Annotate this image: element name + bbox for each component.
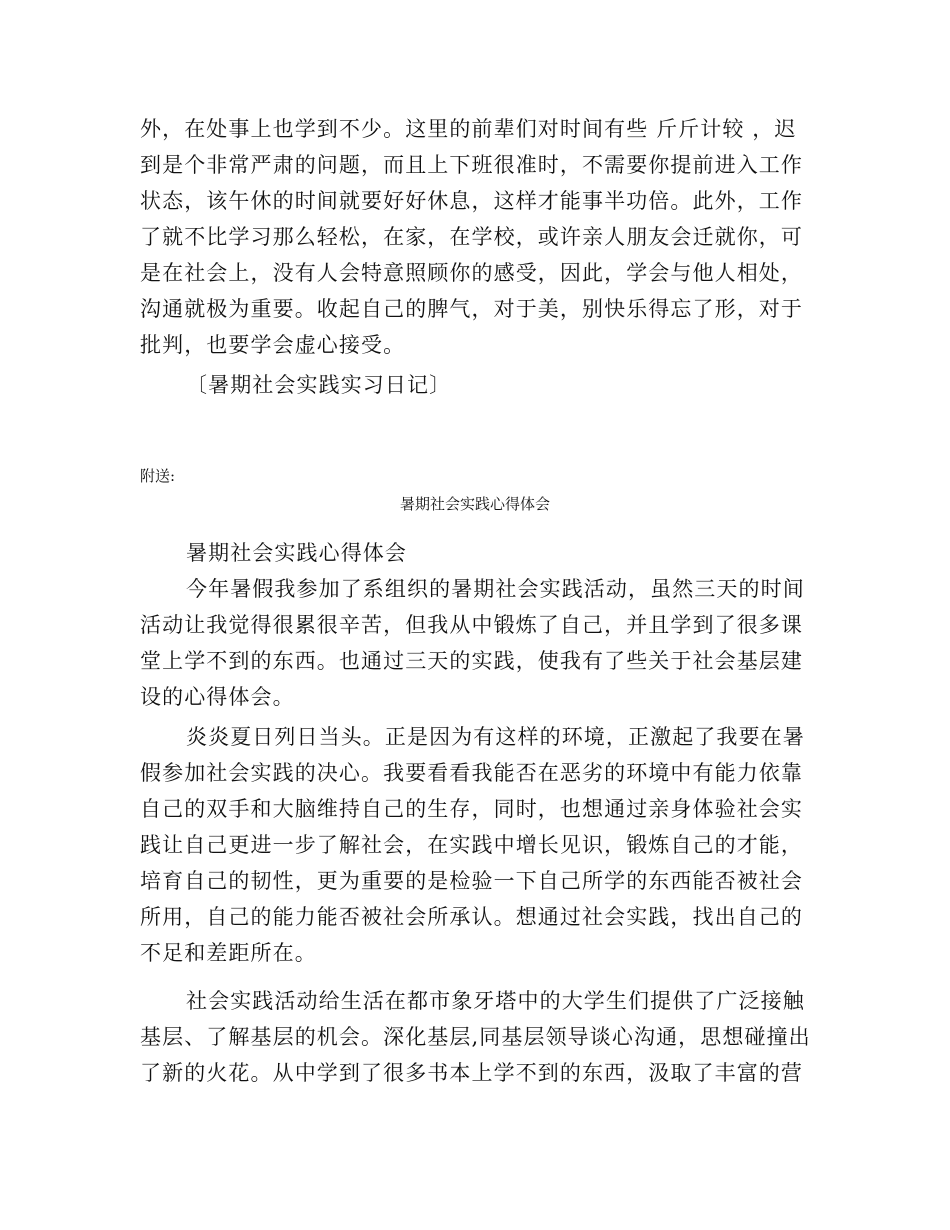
paragraph-line: 培育自己的韧性，更为重要的是检验一下自己所学的东西能否被社会 <box>140 869 803 893</box>
text-line: 外，在处事上也学到不少。这里的前辈们对时间有些 斤斤计较 ，迟 <box>140 117 797 141</box>
text-line: 状态，该午休的时间就要好好休息，这样才能事半功倍。此外，工作 <box>140 189 803 213</box>
paragraph-line: 了新的火花。从中学到了很多书本上学不到的东西，汲取了丰富的营 <box>140 1061 803 1085</box>
text-line: 了就不比学习那么轻松，在家，在学校，或许亲人朋友会迁就你，可 <box>140 225 803 249</box>
source-note: 〔暑期社会实践实习日记〕 <box>186 373 452 397</box>
paragraph-line: 践让自己更进一步了解社会，在实践中增长见识，锻炼自己的才能， <box>140 833 803 857</box>
paragraph-line: 堂上学不到的东西。也通过三天的实践，使我有了些关于社会基层建 <box>140 649 803 673</box>
paragraph-line: 活动让我觉得很累很辛苦，但我从中锻炼了自己，并且学到了很多课 <box>140 613 803 637</box>
section-heading: 暑期社会实践心得体会 <box>186 541 407 565</box>
text-line: 到是个非常严肃的问题，而且上下班很准时，不需要你提前进入工作 <box>140 153 803 177</box>
text-line: 沟通就极为重要。收起自己的脾气，对于美，别快乐得忘了形，对于 <box>140 297 803 321</box>
text-line: 批判，也要学会虚心接受。 <box>140 333 406 357</box>
appendix-title: 暑期社会实践心得体会 <box>399 495 550 513</box>
paragraph-line: 设的心得体会。 <box>140 685 295 709</box>
paragraph-line: 自己的双手和大脑维持自己的生存，同时，也想通过亲身体验社会实 <box>140 797 803 821</box>
paragraph-line: 今年暑假我参加了系组织的暑期社会实践活动，虽然三天的时间 <box>186 577 805 601</box>
text-line: 是在社会上，没有人会特意照顾你的感受，因此，学会与他人相处， <box>140 261 803 285</box>
paragraph-line: 假参加社会实践的决心。我要看看我能否在恶劣的环境中有能力依靠 <box>140 761 803 785</box>
appendix-label: 附送: <box>140 467 176 485</box>
paragraph-line: 社会实践活动给生活在都市象牙塔中的大学生们提供了广泛接触 <box>186 989 805 1013</box>
paragraph-line: 所用，自己的能力能否被社会所承认。想通过社会实践，找出自己的 <box>140 905 803 929</box>
paragraph-line: 不足和差距所在。 <box>140 941 317 965</box>
paragraph-line: 基层、了解基层的机会。深化基层,同基层领导谈心沟通，思想碰撞出 <box>140 1025 811 1049</box>
paragraph-line: 炎炎夏日列日当头。正是因为有这样的环境，正激起了我要在暑 <box>186 725 805 749</box>
